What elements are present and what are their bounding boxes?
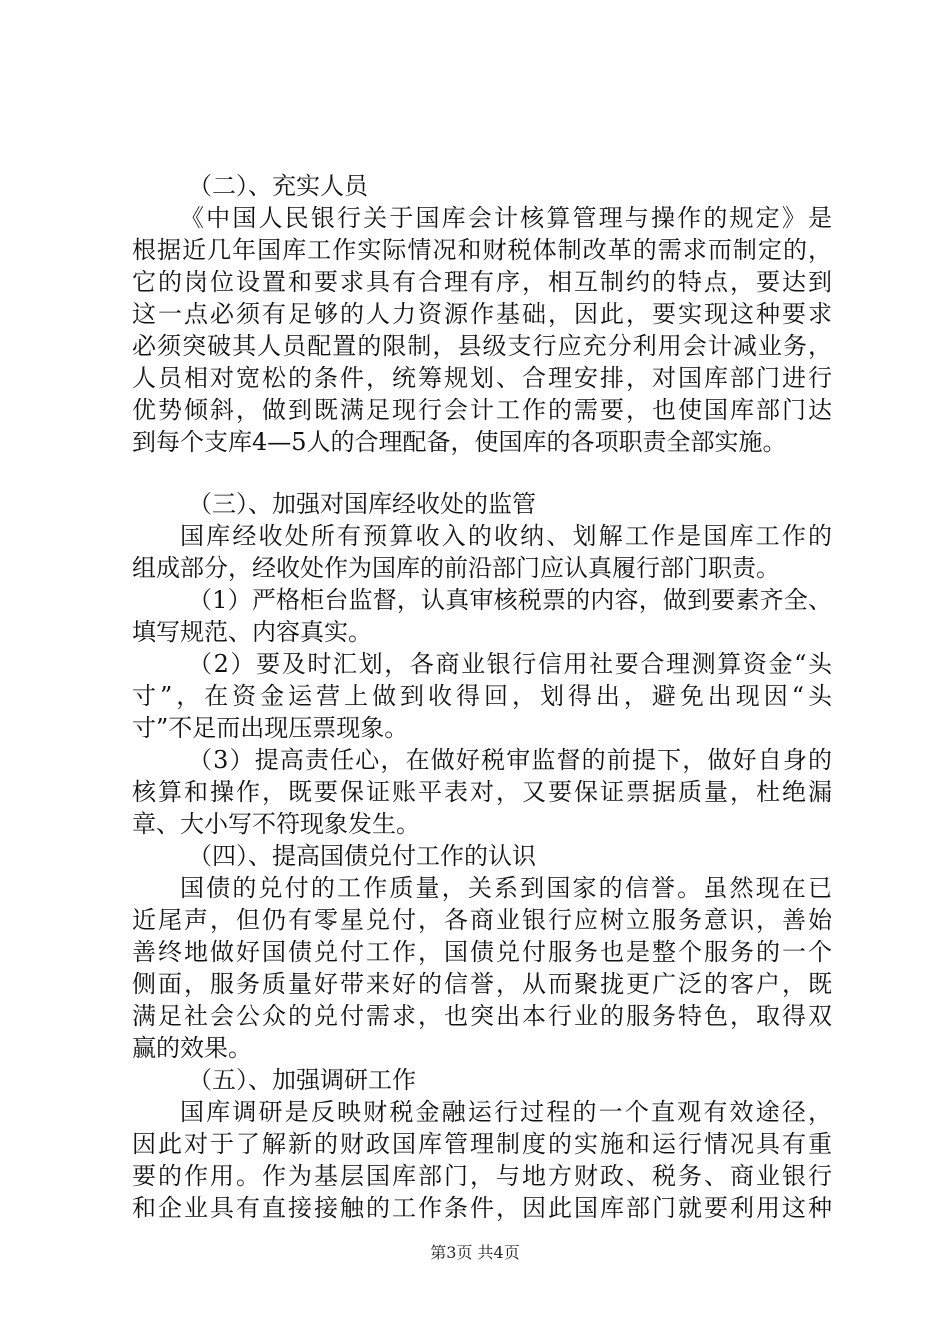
list-item-line: （3）提高责任心，在做好税审监督的前提下，做好自身的	[188, 746, 832, 774]
paragraph-line: 到每个支库4—5人的合理配备，使国库的各项职责全部实施。	[132, 428, 787, 456]
paragraph-line: 它的岗位设置和要求具有合理有序，相互制约的特点，要达到	[132, 268, 832, 296]
section-heading: （二）、充实人员	[188, 172, 368, 200]
paragraph-line: 这一点必须有足够的人力资源作基础，因此，要实现这种要求	[132, 300, 832, 328]
section-heading: （四）、提高国债兑付工作的认识	[188, 842, 536, 870]
paragraph-line: 国库经收处所有预算收入的收纳、划解工作是国库工作的	[180, 522, 832, 550]
paragraph-line: 优势倾斜，做到既满足现行会计工作的需要，也使国库部门达	[132, 396, 832, 424]
paragraph-line: 国库调研是反映财税金融运行过程的一个直观有效途径，	[180, 1098, 832, 1126]
paragraph-line: 国债的兑付的工作质量，关系到国家的信誉。虽然现在已	[180, 874, 832, 902]
list-item-line: 填写规范、内容真实。	[132, 618, 372, 646]
paragraph-line: 要的作用。作为基层国库部门，与地方财政、税务、商业银行	[132, 1162, 832, 1190]
paragraph-line: 侧面，服务质量好带来好的信誉，从而聚拢更广泛的客户，既	[132, 970, 832, 998]
list-item-line: （1）严格柜台监督，认真审核税票的内容，做到要素齐全、	[188, 586, 832, 614]
list-item-line: 寸”不足而出现压票现象。	[132, 714, 409, 742]
paragraph-line: 善终地做好国债兑付工作，国债兑付服务也是整个服务的一个	[132, 938, 832, 966]
paragraph-line: 近尾声，但仍有零星兑付，各商业银行应树立服务意识，善始	[132, 906, 832, 934]
section-heading: （三）、加强对国库经收处的监管	[188, 490, 536, 518]
paragraph-line: 组成部分，经收处作为国库的前沿部门应认真履行部门职责。	[132, 554, 780, 582]
list-item-line: 寸”，在资金运营上做到收得回，划得出，避免出现因“头	[132, 682, 832, 710]
paragraph-line: 必须突破其人员配置的限制，县级支行应充分利用会计减业务，	[132, 332, 832, 360]
paragraph-line: 满足社会公众的兑付需求，也突出本行业的服务特色，取得双	[132, 1002, 832, 1030]
paragraph-line: 因此对于了解新的财政国库管理制度的实施和运行情况具有重	[132, 1130, 832, 1158]
list-item-line: 章、大小写不符现象发生。	[132, 810, 420, 838]
paragraph-line: 和企业具有直接接触的工作条件，因此国库部门就要利用这种	[132, 1194, 832, 1222]
section-spacer	[132, 458, 832, 488]
paragraph-line: 赢的效果。	[132, 1034, 252, 1062]
paragraph-line: 根据近几年国库工作实际情况和财税体制改革的需求而制定的，	[132, 236, 832, 264]
document-body	[132, 170, 832, 1224]
list-item-line: 核算和操作，既要保证账平表对，又要保证票据质量，杜绝漏	[132, 778, 832, 806]
list-item-line: （2）要及时汇划，各商业银行信用社要合理测算资金“头	[188, 650, 832, 678]
paragraph-line: 《中国人民银行关于国库会计核算管理与操作的规定》是	[180, 204, 832, 232]
page-number-footer: 第3页 共4页	[430, 1243, 520, 1262]
section-heading: （五）、加强调研工作	[188, 1066, 416, 1094]
paragraph-line: 人员相对宽松的条件，统筹规划、合理安排，对国库部门进行	[132, 364, 832, 392]
